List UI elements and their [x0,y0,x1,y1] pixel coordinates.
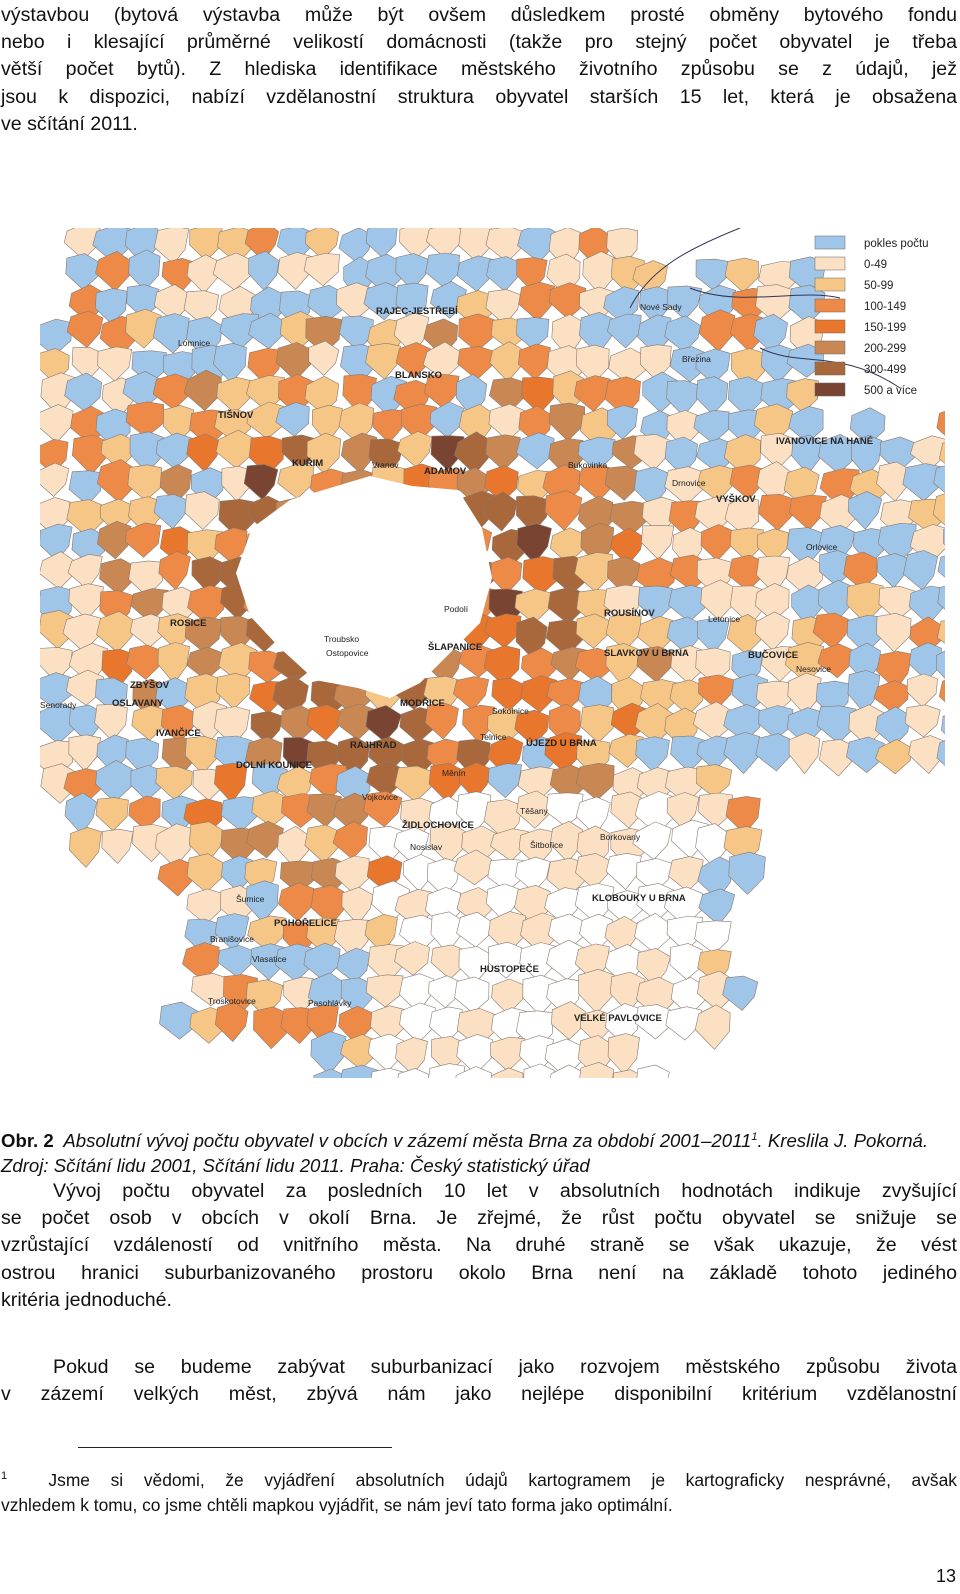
municipality-area [524,1064,555,1078]
municipality-area [519,282,555,321]
municipality-area [459,314,495,352]
municipality-area [455,977,489,1013]
map-label: Sokolnice [492,706,529,716]
municipality-area [426,253,460,288]
legend-label: 300-499 [864,364,907,376]
municipality-area [185,492,219,530]
municipality-area [69,827,101,867]
map-label: Senorady [40,700,77,710]
municipality-area [366,706,401,742]
municipality-area [337,948,370,983]
legend-swatch [815,362,845,375]
municipality-area [395,766,433,802]
municipality-area [905,705,940,737]
municipality-area [635,913,670,952]
municipality-area [788,673,821,715]
map-label: RAJHRAD [350,740,397,751]
legend-label: 100-149 [864,301,907,313]
municipality-area [943,525,945,561]
municipality-area [185,736,218,774]
municipality-area [492,979,524,1015]
municipality-area [187,854,223,893]
map-label: ADAMOV [424,466,467,477]
municipality-area [490,342,523,382]
municipality-area [309,341,339,376]
caption-text: Absolutní vývoj počtu obyvatel v obcích v zázemí města Brna za období 2001–2011 [63,1130,752,1151]
map-label: Lomnice [178,338,211,348]
map-label: ROUSÍNOV [604,608,655,619]
text-line: jsou k dispozici, nabízí vzdělanostní struktura obyvatel starších 15 let, která je obsažena [1,85,957,108]
municipality-area [40,463,69,496]
body-paragraph [1,1178,957,1314]
municipality-area [729,852,766,894]
municipality-area [488,764,521,798]
municipality-area [154,495,188,529]
map-label: Telnice [480,732,507,742]
municipality-area [187,434,220,472]
municipality-area [98,347,132,382]
municipality-area [276,342,312,380]
text-line: ve sčítání 2011. [1,112,138,135]
municipality-area [335,856,369,893]
legend-label: 0-49 [864,259,888,271]
municipality-area [366,975,403,1007]
municipality-area [699,310,735,352]
municipality-area [95,704,128,741]
municipality-area [398,431,433,467]
municipality-area [40,405,73,443]
legend-swatch [815,320,845,333]
municipality-area [670,944,703,980]
map-label: DOLNÍ KOUNICE [236,760,312,771]
municipality-area [724,732,760,773]
municipality-area [102,829,133,863]
map-label: TIŠNOV [218,410,254,421]
municipality-area [903,550,937,590]
municipality-area [608,1034,639,1075]
municipality-area [68,554,102,589]
map-label: KLOBOUKY U BRNA [592,893,686,904]
municipality-area [549,403,585,441]
municipality-area [486,435,521,471]
map-label: ÚJEZD U BRNA [526,738,597,749]
municipality-area [458,346,494,379]
footnote-mark: 1 [1,1470,8,1482]
text-line: Vývoj počtu obyvatel za posledních 10 let v absolutních hodnotách indikuje zvyšující [53,1180,957,1202]
legend-swatch [815,257,845,270]
municipality-area [158,642,190,683]
municipality-area [278,464,314,499]
municipality-area [696,377,728,415]
legend-label: 200-299 [864,343,907,355]
municipality-area [491,557,522,594]
legend-swatch [815,236,845,249]
municipality-area [789,733,820,774]
text-line: kritéria jednoduché. [1,1288,173,1311]
map-label: RAJEC-JESTŘEBÍ [376,306,458,317]
municipality-area [216,673,250,709]
municipality-area [127,645,162,679]
municipality-area [129,796,161,830]
municipality-area [96,251,132,291]
municipality-area [699,889,735,925]
municipality-area [313,1069,345,1078]
municipality-area [877,613,912,652]
municipality-area [694,410,730,443]
municipality-area [128,465,162,501]
footnote-ref: 1 [751,1130,758,1143]
legend-swatch [815,278,845,291]
legend-swatch [815,383,845,396]
municipality-area [641,526,673,560]
municipality-area [517,433,555,469]
page-number: 13 [935,1566,956,1586]
footnote-text: Jsme si vědomi, že vyjádření absolutních údajů kartogramem je kartograficky nesprávné, avšak [48,1470,957,1490]
map-label: BLANSKO [395,370,442,381]
municipality-area [848,491,882,529]
municipality-area [66,254,100,290]
municipality-area [129,250,160,290]
municipality-area [669,857,704,892]
map-label: BUČOVICE [748,650,799,661]
text-line: větší počet bytů). Z hlediska identifikace městského životního způsobu se z údajů, jež [1,58,957,81]
map-label: Branišovice [210,934,254,944]
map-label: ZBÝŠOV [130,680,170,691]
municipality-area [216,430,254,468]
municipality-area [488,1068,523,1078]
municipality-area [485,614,522,648]
text-line: nebo i klesající průměrné velikostí domácnosti (takže pro stejný počet obyvatel je třeba [1,31,957,54]
map-label: IVANČICE [156,728,201,739]
map-label: KUŘIM [292,458,324,469]
text-line: Pokud se budeme zabývat suburbanizací jako rozvojem městského způsobu života [53,1356,957,1378]
map-label: POHOŘELICE [274,918,337,929]
map-label: Podolí [444,604,469,614]
map-label: Borkovany [600,832,641,842]
legend-label: pokles počtu [864,238,929,250]
municipality-area [666,1007,702,1040]
municipality-area [938,552,945,587]
map-label: Vojkovice [362,792,398,802]
municipality-area [636,1065,669,1078]
municipality-area [667,381,700,417]
map-label: Ostopovice [326,648,369,658]
text-line: vzrůstající vzdáleností od vnitřního města. Na druhé straně se však ukazuje, že vést [1,1234,957,1257]
map-label: ŠLAPANICE [428,642,483,653]
footnote-separator [78,1447,392,1448]
map-label: Nosislav [410,842,443,852]
map-label: Orlovice [806,542,838,552]
municipality-area [213,253,252,290]
map-label: ŽIDLOCHOVICE [402,820,474,831]
municipality-area [126,402,164,438]
municipality-area [701,524,733,560]
map-label: Drnovice [672,478,706,488]
municipality-area [636,737,670,772]
map-label: IVANOVICE NA HANÉ [776,436,874,447]
map-municipalities [40,228,945,1078]
municipality-area [333,822,368,859]
legend-label: 150-199 [864,322,907,334]
municipality-area [69,735,101,771]
footnote [1,1468,957,1518]
municipality-area [607,314,641,348]
body-paragraph [1,1354,957,1408]
municipality-area [518,344,550,380]
municipality-area [67,311,103,348]
map-label: Březina [682,354,711,364]
municipality-area [939,676,945,715]
municipality-area [215,914,249,951]
map-label: VELKÉ PAVLOVICE [574,1013,662,1024]
figure-caption [1,1128,957,1178]
intro-paragraph [1,2,957,138]
caption-source: . Kreslila J. Pokorná. Zdroj: Sčítání lidu 2001, Sčítání lidu 2011. Praha: Český statistický úřad [1,1130,929,1176]
legend-label: 500 a více [864,385,918,397]
map-legend [815,236,929,397]
municipality-area [457,912,492,947]
municipality-area [546,793,583,827]
footnote-text: vzhledem k tomu, co jsme chtěli mapkou vyjádřit, se nám jeví tato forma jako optimální. [1,1495,673,1515]
municipality-area [366,228,397,258]
municipality-area [342,887,373,925]
municipality-area [696,765,731,798]
legend-label: 50-99 [864,280,894,292]
map-label: ROSICE [170,618,207,629]
map-label: Pasohlávky [308,998,352,1008]
municipality-area [453,677,488,711]
municipality-area [373,410,405,443]
municipality-area [65,793,97,834]
map-label: Nesovice [796,664,831,674]
municipality-area [96,760,133,802]
legend-swatch [815,299,845,312]
municipality-area [907,674,937,707]
text-line: se počet osob v obcích v okolí Brna. Je zřejmé, že růst počtu obyvatel se snižuje se [1,1207,957,1230]
municipality-area [97,611,135,652]
municipality-area [96,798,128,831]
population-change-map [40,228,945,1078]
municipality-area [249,251,280,290]
municipality-area [723,976,758,1010]
municipality-area [756,734,794,771]
map-label: Šitbořice [530,840,564,850]
caption-label: Obr. 2 [1,1130,54,1151]
municipality-area [487,257,521,292]
map-label: Měnín [442,768,466,778]
municipality-area [696,259,730,290]
municipality-area [755,612,789,651]
map-label: Nové Sady [640,302,682,312]
municipality-area [516,318,549,350]
municipality-area [669,585,707,622]
municipality-area [396,1037,428,1074]
municipality-area [159,551,191,589]
text-line: ostrou hranici suburbanizovaného prostoru okolo Brna není na základě tohoto jediného [1,1261,957,1284]
municipality-area [278,883,313,921]
text-line: výstavbou (bytová výstavba může být ovšem důsledkem prosté obměny bytového fondu [1,4,957,26]
text-line: v zázemí velkých měst, zbývá nám jako nejlépe disponibilní kritérium vzdělanostní [1,1383,957,1406]
map-label: VYŠKOV [716,494,756,505]
map-label: Šumice [236,894,265,904]
map-label: Letonice [708,614,741,624]
map-label: Troubsko [324,634,360,644]
municipality-area [304,254,339,286]
municipality-area [606,853,641,889]
municipality-area [217,377,252,413]
municipality-area [156,766,193,800]
municipality-area [874,681,909,713]
municipality-area [579,969,615,1013]
map-label: Vlasatice [252,954,287,964]
municipality-area [725,258,759,292]
map-label: Bukovinka [568,460,608,470]
map-label: HUSTOPEČE [480,964,539,975]
municipality-area [215,1002,248,1041]
map-label: Troskotovice [208,996,256,1006]
map-label: MODŘICE [400,698,445,709]
municipality-area [758,494,794,530]
map-label: OSLAVANY [112,698,164,709]
legend-swatch [815,341,845,354]
map-label: Těšany [520,806,548,816]
map-label: Vranov [372,460,399,470]
municipality-area [218,945,255,977]
map-label: SLAVKOV U BRNA [604,648,689,659]
municipality-area [580,705,613,743]
municipality-area [396,1069,429,1079]
municipality-area [244,464,278,500]
municipality-area [545,491,582,531]
